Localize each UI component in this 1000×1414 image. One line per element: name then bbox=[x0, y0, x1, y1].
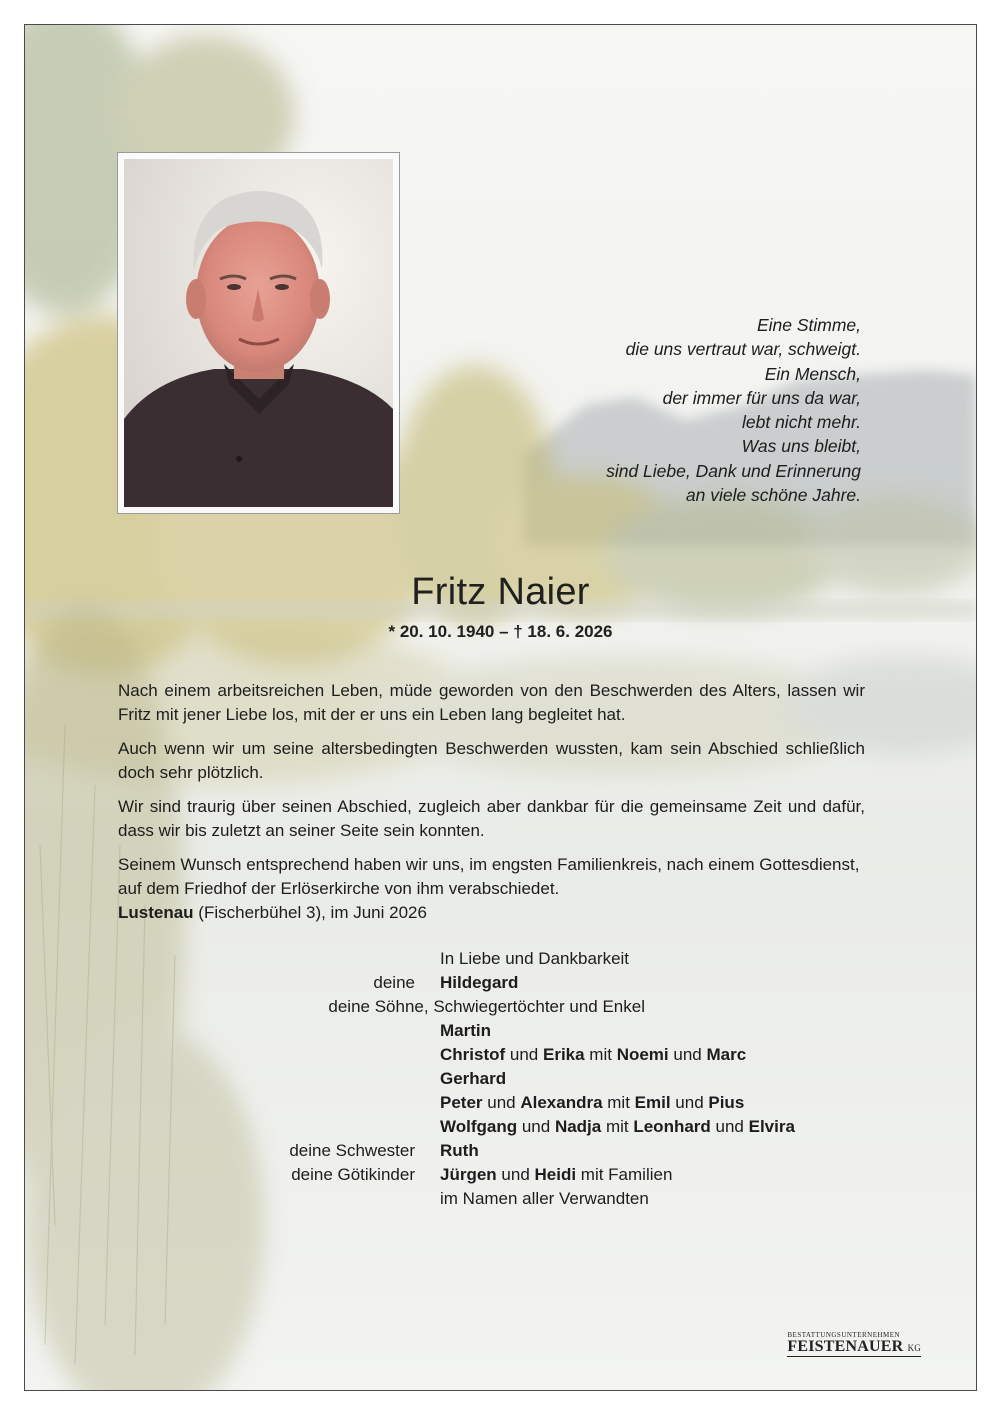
mourner-name: Leonhard bbox=[633, 1117, 711, 1136]
mourner-name: Wolfgang bbox=[440, 1117, 518, 1136]
connector-text: und bbox=[482, 1093, 521, 1112]
connector-text: und bbox=[517, 1117, 555, 1136]
portrait-photo bbox=[124, 159, 393, 507]
relation-label: deine Söhne, Schwiegertöchter und Enkel bbox=[328, 997, 645, 1016]
mourner-name: Noemi bbox=[616, 1045, 669, 1064]
poem-line: der immer für uns da war, bbox=[662, 387, 861, 408]
mourner-name: Pius bbox=[708, 1093, 745, 1112]
mourner-name: Gerhard bbox=[440, 1069, 507, 1088]
poem-line: an viele schöne Jahre. bbox=[685, 485, 861, 506]
connector-text: und bbox=[496, 1165, 535, 1184]
connector-text: mit Familien bbox=[576, 1165, 673, 1184]
poem-line: Eine Stimme, bbox=[756, 315, 861, 335]
poem-line: Was uns bleibt, bbox=[741, 436, 861, 457]
mourner-name: Hildegard bbox=[440, 973, 519, 992]
family-line bbox=[440, 1163, 672, 1187]
connector-text: mit bbox=[601, 1117, 634, 1136]
mourner-name: Erika bbox=[542, 1045, 585, 1064]
place-city: Lustenau bbox=[118, 903, 194, 922]
logo-name: FEISTENAUER KG bbox=[787, 1338, 921, 1355]
life-dates: * 20. 10. 1940 – † 18. 6. 2026 bbox=[388, 622, 613, 641]
paragraph: Nach einem arbeitsreichen Leben, müde geworden von den Beschwerden des Alters, lassen wir Fritz mit jener Liebe los, mit der er uns ein Leben lang begleitet hat. bbox=[118, 681, 865, 724]
logo-subtitle: BESTATTUNGSUNTERNEHMEN bbox=[787, 1331, 901, 1339]
connector-text: und bbox=[710, 1117, 749, 1136]
mourner-name: Ruth bbox=[440, 1141, 479, 1160]
poem-line: sind Liebe, Dank und Erinnerung bbox=[606, 460, 861, 481]
relation-label: deine bbox=[373, 973, 415, 992]
memorial-poem bbox=[441, 313, 861, 507]
mourner-name: Peter bbox=[440, 1093, 483, 1112]
mourner-name: Elvira bbox=[748, 1117, 795, 1136]
family-line bbox=[440, 1043, 746, 1067]
connector-text: und bbox=[670, 1093, 709, 1112]
mourner-name: Marc bbox=[706, 1045, 747, 1064]
family-line bbox=[440, 1067, 506, 1091]
poem-line: die uns vertraut war, schweigt. bbox=[625, 339, 861, 360]
mourner-name: Nadja bbox=[554, 1117, 602, 1136]
deceased-name: Fritz Naier bbox=[411, 571, 590, 613]
relation-label: deine Schwester bbox=[289, 1141, 415, 1160]
connector-text: mit bbox=[602, 1093, 635, 1112]
portrait-photo-frame bbox=[117, 152, 400, 514]
paragraph: Wir sind traurig über seinen Abschied, zugleich aber dankbar für die gemeinsame Zeit und dafür, dass wir bis zuletzt an seiner Seite sein konnten. bbox=[118, 797, 865, 840]
place-date-line bbox=[118, 901, 865, 925]
mourner-name: Emil bbox=[634, 1093, 671, 1112]
mourner-name: Martin bbox=[440, 1021, 491, 1040]
paragraph: Seinem Wunsch entsprechend haben wir uns, im engsten Familienkreis, nach einem Gottesdienst, auf dem Friedhof der Erlöserkirche von ihm verabschiedet. bbox=[118, 855, 860, 898]
obituary-text bbox=[118, 679, 865, 925]
place-details: (Fischerbühel 3), im Juni 2026 bbox=[193, 903, 427, 922]
mourners-intro: In Liebe und Dankbarkeit bbox=[440, 949, 630, 968]
family-line bbox=[440, 1115, 795, 1139]
obituary-card bbox=[24, 24, 977, 1391]
relation-label: deine Götikinder bbox=[291, 1165, 415, 1184]
mourner-name: Christof bbox=[440, 1045, 506, 1064]
funeral-home-logo bbox=[787, 1331, 921, 1357]
poem-line: Ein Mensch, bbox=[764, 363, 861, 384]
connector-text: und bbox=[668, 1045, 707, 1064]
family-line bbox=[440, 1091, 744, 1115]
poem-line: lebt nicht mehr. bbox=[742, 412, 861, 433]
mourner-name: Alexandra bbox=[520, 1093, 603, 1112]
mourner-name: Jürgen bbox=[440, 1165, 497, 1184]
connector-text: mit bbox=[584, 1045, 617, 1064]
family-line bbox=[440, 1019, 491, 1043]
connector-text: und bbox=[505, 1045, 543, 1064]
paragraph: Auch wenn wir um seine altersbedingten Beschwerden wussten, kam sein Abschied schließlich doch sehr plötzlich. bbox=[118, 739, 865, 782]
mourners-closing: im Namen aller Verwandten bbox=[440, 1189, 649, 1208]
mourner-name: Heidi bbox=[534, 1165, 577, 1184]
